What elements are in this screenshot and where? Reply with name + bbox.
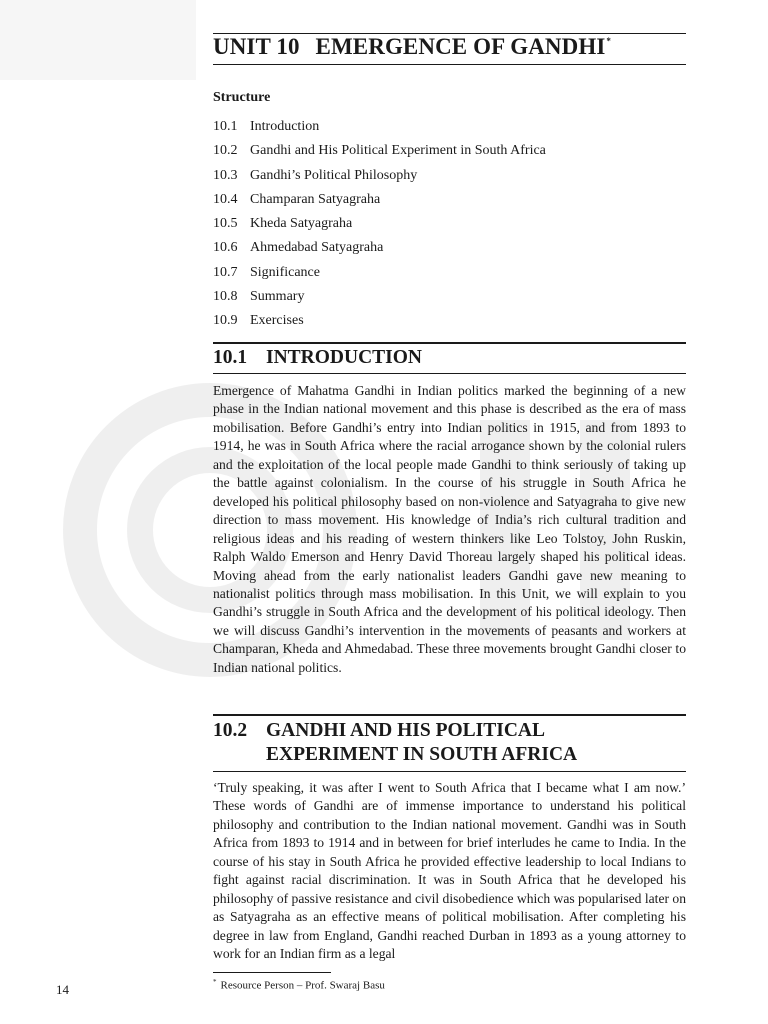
structure-heading: Structure [213,90,271,105]
structure-item-label: Champaran Satyagraha [250,191,381,207]
structure-item [213,117,546,141]
structure-item-label: Kheda Satyagraha [250,216,353,232]
structure-item-number: 10.8 [213,289,238,305]
footnote-marker: * [213,978,217,986]
structure-item-number: 10.2 [213,143,238,159]
structure-item [213,287,546,311]
structure-item-number: 10.9 [213,313,238,329]
section-title: INTRODUCTION [266,347,423,368]
footnote [213,978,385,992]
section-heading-south-africa [213,719,577,767]
structure-item-label: Ahmedabad Satyagraha [250,240,384,256]
structure-item [213,141,546,165]
section-heading-introduction [213,346,422,370]
structure-item-number: 10.6 [213,240,238,256]
introduction-paragraph: Emergence of Mahatma Gandhi in Indian politics marked the beginning of a new phase in the Indian national movement and this phase is described as the era of mass mobilisation. Before Gandhi’s entry into Indian politics in 1915, and from 1893 to 1914, he was in South Africa where the racial arrogance shown by the colonial rulers and the exploitation of the local people made Gandhi to think seriously of taking up the battle against colonialism. In the course of his struggle in South Africa he developed his political philosophy based on non-violence and Satyagraha to give new direction to mass movement. His knowledge of India’s rich cultural tradition and religious ideas and his reading of western thinkers like Leo Tolstoy, John Ruskin, Ralph Waldo Emerson and Henry David Thoreau largely shaped his political ideas. Moving ahead from the early nationalist leaders Gandhi gave new meaning to nationalist politics through mass mobilisation. In this Unit, we will explain to you Gandhi’s struggle in South Africa and the development of his political ideology. Then we will discuss Gandhi’s intervention in the movements of peasants and workers at Champaran, Kheda and Ahmedabad. These three movements brought Gandhi closer to Indian national politics. [213,383,686,675]
structure-item [213,166,546,190]
structure-item-label: Significance [250,264,320,280]
structure-item-number: 10.3 [213,167,238,183]
structure-item [213,190,546,214]
page-number: 14 [56,982,69,997]
section-number: 10.2 [213,720,248,741]
structure-item-label: Exercises [250,313,304,329]
footnote-text: Resource Person – Prof. Swaraj Basu [220,979,385,992]
structure-item-label: Gandhi’s Political Philosophy [250,167,418,183]
section-rule [213,373,686,374]
structure-item [213,263,546,287]
section-rule [213,342,686,344]
structure-item [213,238,546,262]
structure-item-number: 10.1 [213,119,238,134]
unit-number: UNIT 10 [213,34,300,59]
footnote-rule [213,972,331,973]
structure-item-number: 10.5 [213,216,238,232]
section-rule [213,771,686,772]
section-title-line1: GANDHI AND HIS POLITICAL [266,720,546,741]
unit-title-text: EMERGENCE OF GANDHI [315,34,606,59]
structure-item-label: Gandhi and His Political Experiment in South Africa [250,143,546,159]
unit-title [213,34,611,60]
unit-footnote-marker: * [606,36,611,46]
corner-tab-shade [0,0,196,80]
title-bottom-rule [213,64,686,65]
section-rule [213,714,686,716]
structure-list [213,117,546,336]
structure-item [213,214,546,238]
structure-item-label: Summary [250,289,305,305]
structure-item-number: 10.7 [213,264,238,280]
structure-item-number: 10.4 [213,191,238,207]
structure-item [213,311,546,335]
structure-item-label: Introduction [250,119,320,134]
section-title-line2: EXPERIMENT IN SOUTH AFRICA [266,744,578,765]
section-number: 10.1 [213,347,248,368]
south-africa-paragraph: ‘Truly speaking, it was after I went to South Africa that I became what I am now.’ These words of Gandhi are of immense importance to understand his political philosophy and contribution to the Indian national movement. Gandhi was in South Africa from 1893 to 1914 and in between for brief interludes he came to India. In the course of his stay in South Africa he provided effective leadership to local Indians to fight against racial discrimination. It was in South Africa that he developed his philosophy of passive resistance and civil disobedience which was popularised later on as Satyagraha as an effective means of political mobilisation. After completing his degree in law from England, Gandhi reached Durban in 1893 as a young attorney to work for an Indian firm as a legal [213,780,687,962]
